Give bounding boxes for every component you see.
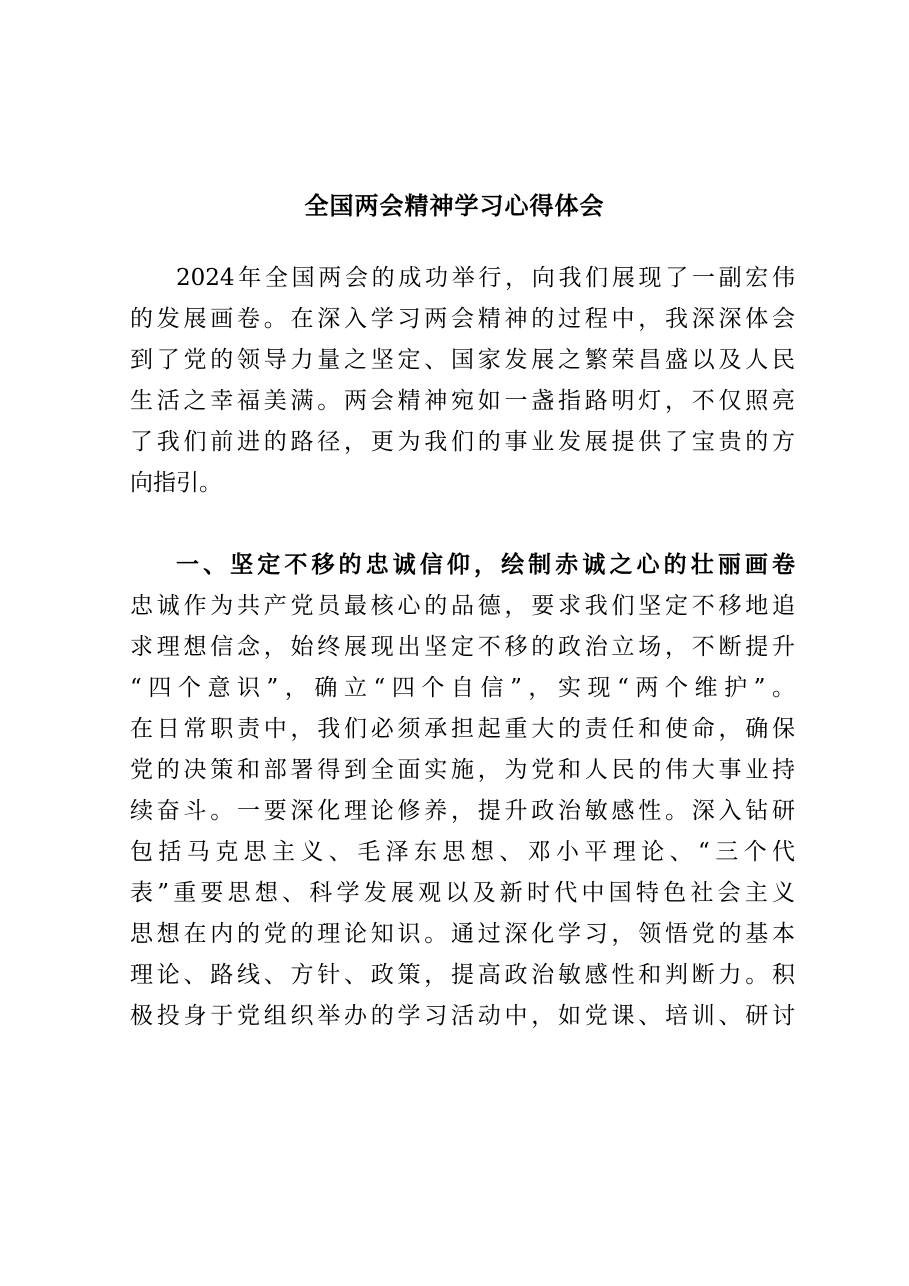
section-heading: 一、坚定不移的忠诚信仰，绘制赤诚之心的壮丽画卷 <box>176 552 795 578</box>
paragraph-line: 到了党的领导力量之坚定、国家发展之繁荣昌盛以及人民 <box>130 347 795 373</box>
paragraph-line: 2024年全国两会的成功举行，向我们展现了一副宏伟 <box>176 265 795 291</box>
paragraph-line: 了我们前进的路径，更为我们的事业发展提供了宝贵的方 <box>130 429 795 455</box>
paragraph-line: 向指引。 <box>130 470 222 496</box>
paragraph-line: 党的决策和部署得到全面实施，为党和人民的伟大事业持 <box>130 757 795 783</box>
paragraph-line: 包括马克思主义、毛泽东思想、邓小平理论、“三个代 <box>130 839 795 865</box>
section-1 <box>130 545 795 1037</box>
document-title: 全国两会精神学习心得体会 <box>304 192 605 220</box>
paragraph-line: 求理想信念，始终展现出坚定不移的政治立场，不断提升 <box>130 634 795 660</box>
paragraph-line: 的发展画卷。在深入学习两会精神的过程中，我深深体会 <box>130 306 795 332</box>
paragraph-line: 极投身于党组织举办的学习活动中，如党课、培训、研讨 <box>130 1003 795 1029</box>
intro-paragraph <box>130 258 795 504</box>
paragraph-line: 表”重要思想、科学发展观以及新时代中国特色社会主义 <box>130 880 795 906</box>
paragraph-line: 思想在内的党的理论知识。通过深化学习，领悟党的基本 <box>130 921 795 947</box>
paragraph-line: 忠诚作为共产党员最核心的品德，要求我们坚定不移地追 <box>130 593 795 619</box>
paragraph-line: 理论、路线、方针、政策，提高政治敏感性和判断力。积 <box>130 962 795 988</box>
paragraph-line: 在日常职责中，我们必须承担起重大的责任和使命，确保 <box>130 716 795 742</box>
paragraph-line: “四个意识”，确立“四个自信”，实现“两个维护”。 <box>130 675 795 701</box>
paragraph-line: 生活之幸福美满。两会精神宛如一盏指路明灯，不仅照亮 <box>130 388 795 414</box>
paragraph-line: 续奋斗。一要深化理论修养，提升政治敏感性。深入钻研 <box>130 798 795 824</box>
